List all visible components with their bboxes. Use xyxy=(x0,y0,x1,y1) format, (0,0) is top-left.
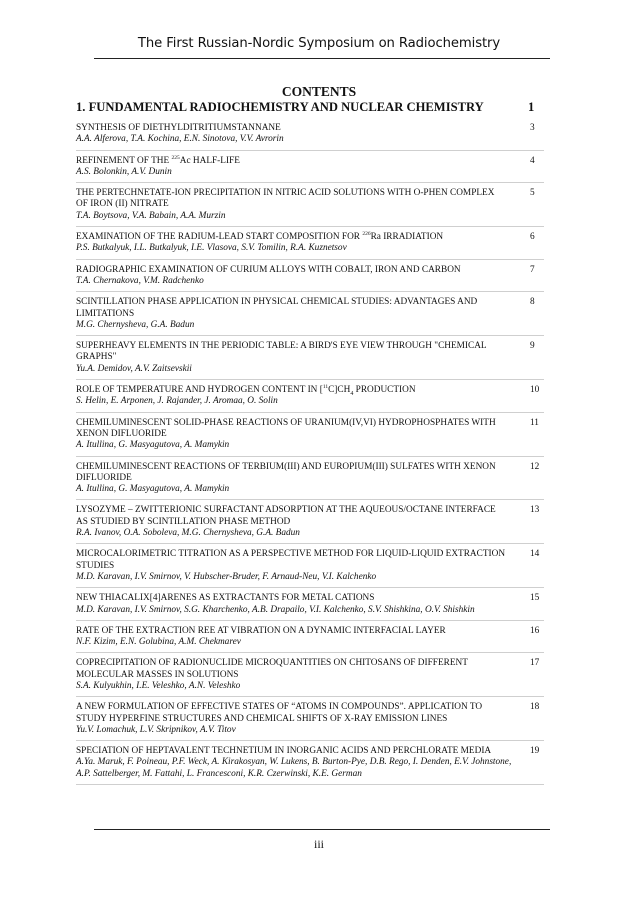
entry-title: NEW THIACALIX[4]ARENES AS EXTRACTANTS FOR METAL CATIONS xyxy=(76,593,375,604)
entry-authors: R.A. Ivanov, O.A. Soboleva, M.G. Chernysheva, G.A. Badun xyxy=(76,528,300,539)
entry-authors: S. Helin, E. Arponen, J. Rajander, J. Aromaa, O. Solin xyxy=(76,396,278,407)
entry-authors: A. Itullina, G. Masyagutova, A. Mamykin xyxy=(76,440,230,451)
toc-entries xyxy=(76,123,544,790)
section-heading[interactable] xyxy=(76,100,544,115)
toc-entry[interactable] xyxy=(76,626,544,654)
entry-authors: A.A. Alferova, T.A. Kochina, E.N. Sinotova, V.V. Avrorin xyxy=(76,134,284,145)
entry-page-number: 4 xyxy=(530,155,535,166)
entry-page-number: 14 xyxy=(530,549,540,560)
entry-authors: Yu.A. Demidov, A.V. Zaitsevskii xyxy=(76,363,192,374)
entry-authors: A.S. Bolonkin, A.V. Dunin xyxy=(76,166,172,177)
entry-page-number: 17 xyxy=(530,658,540,669)
toc-entry[interactable] xyxy=(76,341,544,380)
toc-entry[interactable] xyxy=(76,746,544,785)
entry-authors: T.A. Boytsova, V.A. Babain, A.A. Murzin xyxy=(76,210,226,221)
toc-entry[interactable] xyxy=(76,505,544,544)
entry-title: COPRECIPITATION OF RADIONUCLIDE MICROQUANTITIES ON CHITOSANS OF DIFFERENT MOLECULAR MASSES IN SOLUTIONS xyxy=(76,658,468,680)
header-rule xyxy=(94,58,550,59)
entry-authors: M.G. Chernysheva, G.A. Badun xyxy=(76,319,195,330)
page-number-footer: iii xyxy=(313,837,324,851)
entry-title: RATE OF THE EXTRACTION REE AT VIBRATION ON A DYNAMIC INTERFACIAL LAYER xyxy=(76,625,446,636)
entry-authors: M.D. Karavan, I.V. Smirnov, V. Hubscher-Bruder, F. Arnaud-Neu, V.I. Kalchenko xyxy=(76,571,377,582)
entry-page-number: 13 xyxy=(530,505,540,516)
entry-title: THE PERTECHNETATE-ION PRECIPITATION IN NITRIC ACID SOLUTIONS WITH O-PHEN COMPLEX OF IRON (II) NITRATE xyxy=(76,188,495,210)
toc-entry[interactable] xyxy=(76,265,544,293)
entry-page-number: 18 xyxy=(530,702,540,713)
entry-page-number: 3 xyxy=(530,123,535,133)
entry-page-number: 9 xyxy=(530,341,535,352)
entry-authors: P.S. Butkalyuk, I.L. Butkalyuk, I.E. Vlasova, S.V. Tomilin, R.A. Kuznetsov xyxy=(76,243,347,254)
contents-title: CONTENTS xyxy=(281,84,357,99)
entry-page-number: 7 xyxy=(530,264,535,275)
section-page-number: 1 xyxy=(528,100,535,114)
entry-authors: S.A. Kulyukhin, I.E. Veleshko, A.N. Veleshko xyxy=(76,680,241,691)
entry-title: ROLE OF TEMPERATURE AND HYDROGEN CONTENT IN $[^{11}C]CH_4$ PRODUCTION xyxy=(76,383,416,397)
entry-authors: A. Itullina, G. Masyagutova, A. Mamykin xyxy=(76,484,230,495)
entry-authors: M.D. Karavan, I.V. Smirnov, S.G. Kharchenko, A.B. Drapailo, V.I. Kalchenko, S.V. Shishkina, O.V. Shishkin xyxy=(76,604,475,615)
entry-authors: N.F. Kizim, E.N. Golubina, A.M. Chekmarev xyxy=(76,637,241,648)
toc-entry[interactable] xyxy=(76,385,544,413)
entry-page-number: 10 xyxy=(530,385,540,396)
section-title: 1. FUNDAMENTAL RADIOCHEMISTRY AND NUCLEAR CHEMISTRY xyxy=(76,100,484,114)
toc-entry[interactable] xyxy=(76,462,544,501)
toc-entry[interactable] xyxy=(76,188,544,227)
entry-title: CHEMILUMINESCENT REACTIONS OF TERBIUM(III) AND EUROPIUM(III) SULFATES WITH XENON DIFLUORIDE xyxy=(76,461,496,483)
entry-page-number: 5 xyxy=(530,188,535,199)
toc-entry[interactable] xyxy=(76,156,544,184)
toc-entry[interactable] xyxy=(76,232,544,260)
entry-authors: T.A. Chernakova, V.M. Radchenko xyxy=(76,275,204,286)
entry-title: REFINEMENT OF THE $^{225}$Ac HALF-LIFE xyxy=(76,154,240,166)
entry-title: EXAMINATION OF THE RADIUM-LEAD START COMPOSITION FOR $^{226}$Ra IRRADIATION xyxy=(76,230,444,243)
entry-authors: A.Ya. Maruk, F. Poineau, P.F. Weck, A. Kirakosyan, W. Lukens, B. Burton-Pye, D.B. Rego, I. Denden, E.V. Johnstone, A.P. Sattelberger, M. Fattahi, L. Francesconi, K.R. Czerwinski, K.E. German xyxy=(76,757,512,779)
entry-page-number: 6 xyxy=(530,232,535,243)
entry-title: SUPERHEAVY ELEMENTS IN THE PERIODIC TABLE: A BIRD'S EYE VIEW THROUGH "CHEMICAL GRAPHS" xyxy=(76,341,487,363)
entry-title: CHEMILUMINESCENT SOLID-PHASE REACTIONS OF URANIUM(IV,VI) HYDROPHOSPHATES WITH XENON DIFLUORIDE xyxy=(76,417,496,439)
toc-entry[interactable] xyxy=(76,549,544,588)
toc-entry[interactable] xyxy=(76,702,544,741)
toc-entry[interactable] xyxy=(76,297,544,336)
running-header: The First Russian-Nordic Symposium on Radiochemistry xyxy=(137,36,501,51)
entry-page-number: 19 xyxy=(530,746,540,757)
entry-title: SPECIATION OF HEPTAVALENT TECHNETIUM IN INORGANIC ACIDS AND PERCHLORATE MEDIA xyxy=(76,746,492,757)
entry-title: SYNTHESIS OF DIETHYLDITRITIUMSTANNANE xyxy=(76,123,281,133)
toc-entry[interactable] xyxy=(76,418,544,457)
entry-page-number: 15 xyxy=(530,593,540,604)
toc-entry[interactable] xyxy=(76,123,544,151)
toc-entry[interactable] xyxy=(76,658,544,697)
entry-title: A NEW FORMULATION OF EFFECTIVE STATES OF “ATOMS IN COMPOUNDS”. APPLICATION TO STUDY HYPERFINE STRUCTURES AND CHEMICAL SHIFTS OF X-RAY EMISSION LINES xyxy=(76,702,483,724)
entry-title: LYSOZYME – ZWITTERIONIC SURFACTANT ADSORPTION AT THE AQUEOUS/OCTANE INTERFACE AS STUDIED BY SCINTILLATION PHASE METHOD xyxy=(76,505,496,527)
entry-title: SCINTILLATION PHASE APPLICATION IN PHYSICAL CHEMICAL STUDIES: ADVANTAGES AND LIMITATIONS xyxy=(76,297,478,319)
entry-title: MICROCALORIMETRIC TITRATION AS A PERSPECTIVE METHOD FOR LIQUID-LIQUID EXTRACTION STUDIES xyxy=(76,549,506,571)
entry-title: RADIOGRAPHIC EXAMINATION OF CURIUM ALLOYS WITH COBALT, IRON AND CARBON xyxy=(76,264,461,275)
footer-rule xyxy=(94,829,550,830)
entry-authors: Yu.V. Lomachuk, L.V. Skripnikov, A.V. Titov xyxy=(76,724,236,735)
entry-page-number: 11 xyxy=(530,417,539,428)
toc-entry[interactable] xyxy=(76,593,544,621)
entry-page-number: 12 xyxy=(530,461,540,472)
entry-page-number: 8 xyxy=(530,297,535,308)
entry-page-number: 16 xyxy=(530,625,540,636)
